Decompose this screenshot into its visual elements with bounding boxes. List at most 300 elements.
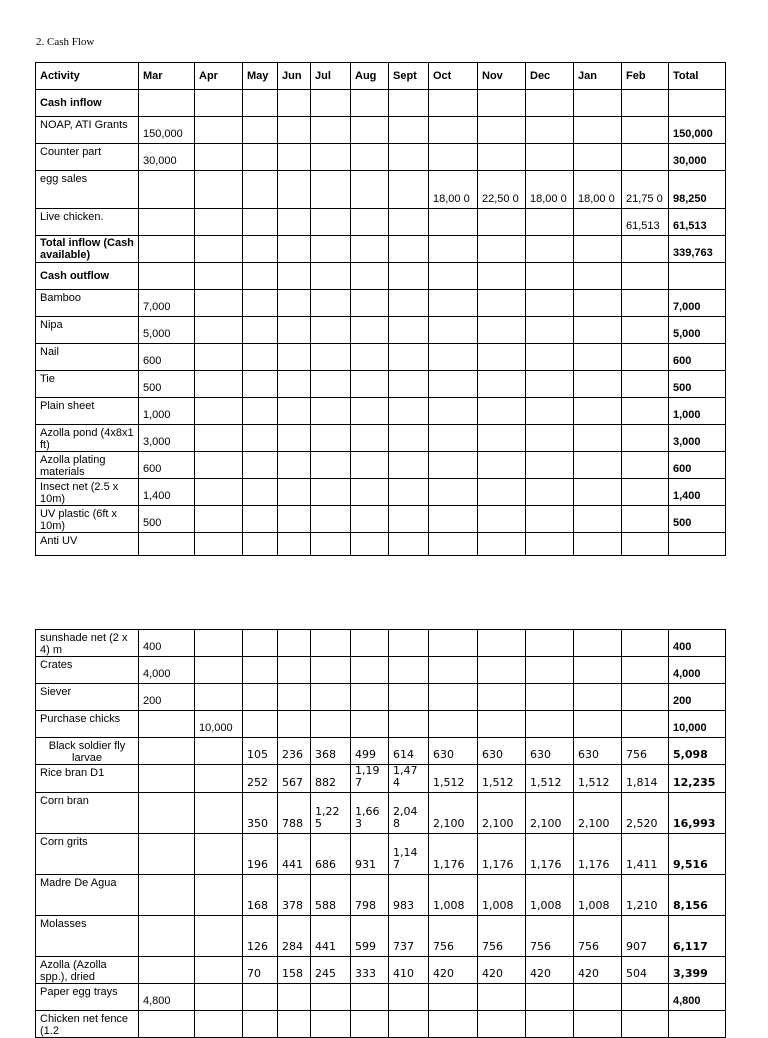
- table-row: [36, 916, 726, 957]
- value-cell: [574, 317, 622, 344]
- value-cell: [429, 90, 478, 117]
- value-cell: [351, 344, 389, 371]
- value-cell: [195, 236, 243, 263]
- value-cell: [311, 117, 351, 144]
- total-cell: 8,156: [669, 875, 726, 916]
- activity-cell: egg sales: [36, 171, 139, 209]
- total-cell: [669, 263, 726, 290]
- value-cell: 420: [478, 957, 526, 984]
- value-cell: 756: [574, 916, 622, 957]
- value-cell: [389, 290, 429, 317]
- value-cell: [351, 290, 389, 317]
- activity-cell: NOAP, ATI Grants: [36, 117, 139, 144]
- value-cell: [622, 290, 669, 317]
- value-cell: [389, 371, 429, 398]
- value-cell: [243, 90, 278, 117]
- value-cell: [351, 171, 389, 209]
- value-cell: 350: [243, 793, 278, 834]
- activity-cell: Madre De Agua: [36, 875, 139, 916]
- total-cell: 9,516: [669, 834, 726, 875]
- value-cell: [526, 533, 574, 556]
- value-cell: [478, 684, 526, 711]
- value-cell: 1,512: [574, 765, 622, 793]
- value-cell: [351, 452, 389, 479]
- value-cell: [243, 533, 278, 556]
- value-cell: [311, 263, 351, 290]
- value-cell: [574, 1011, 622, 1038]
- value-cell: [574, 263, 622, 290]
- value-cell: [195, 344, 243, 371]
- column-header: Mar: [139, 63, 195, 90]
- value-cell: 284: [278, 916, 311, 957]
- value-cell: [389, 1011, 429, 1038]
- value-cell: [139, 711, 195, 738]
- value-cell: [429, 506, 478, 533]
- value-cell: 1,008: [429, 875, 478, 916]
- value-cell: 983: [389, 875, 429, 916]
- value-cell: [278, 263, 311, 290]
- value-cell: [243, 425, 278, 452]
- value-cell: [478, 263, 526, 290]
- value-cell: [351, 711, 389, 738]
- activity-cell: Cash inflow: [36, 90, 139, 117]
- value-cell: [243, 1011, 278, 1038]
- value-cell: 567: [278, 765, 311, 793]
- cash-flow-table-part-2: [35, 629, 726, 1038]
- value-cell: 1,66 3: [351, 793, 389, 834]
- value-cell: 907: [622, 916, 669, 957]
- value-cell: 70: [243, 957, 278, 984]
- value-cell: [195, 916, 243, 957]
- total-cell: 30,000: [669, 144, 726, 171]
- value-cell: 1,176: [429, 834, 478, 875]
- total-cell: 98,250: [669, 171, 726, 209]
- value-cell: [243, 630, 278, 657]
- value-cell: [526, 371, 574, 398]
- table-row: [36, 263, 726, 290]
- value-cell: [311, 479, 351, 506]
- value-cell: [311, 398, 351, 425]
- value-cell: [278, 1011, 311, 1038]
- value-cell: [139, 1011, 195, 1038]
- value-cell: [195, 1011, 243, 1038]
- value-cell: 4,800: [139, 984, 195, 1011]
- value-cell: [195, 834, 243, 875]
- value-cell: [278, 317, 311, 344]
- value-cell: [429, 398, 478, 425]
- value-cell: [574, 371, 622, 398]
- value-cell: [278, 398, 311, 425]
- value-cell: [574, 711, 622, 738]
- value-cell: [195, 533, 243, 556]
- value-cell: [478, 344, 526, 371]
- value-cell: 22,50 0: [478, 171, 526, 209]
- value-cell: [526, 117, 574, 144]
- value-cell: 441: [278, 834, 311, 875]
- value-cell: 882: [311, 765, 351, 793]
- value-cell: [478, 144, 526, 171]
- table-row: [36, 765, 726, 793]
- value-cell: 5,000: [139, 317, 195, 344]
- value-cell: [243, 344, 278, 371]
- value-cell: [478, 1011, 526, 1038]
- value-cell: [622, 711, 669, 738]
- value-cell: 630: [429, 738, 478, 765]
- value-cell: 333: [351, 957, 389, 984]
- table-row: [36, 984, 726, 1011]
- value-cell: [311, 533, 351, 556]
- value-cell: [278, 209, 311, 236]
- value-cell: 599: [351, 916, 389, 957]
- value-cell: 3,000: [139, 425, 195, 452]
- total-cell: 150,000: [669, 117, 726, 144]
- total-cell: [669, 533, 726, 556]
- value-cell: [622, 533, 669, 556]
- value-cell: [429, 236, 478, 263]
- value-cell: [478, 209, 526, 236]
- value-cell: [389, 425, 429, 452]
- value-cell: [278, 711, 311, 738]
- table-row: [36, 344, 726, 371]
- value-cell: [195, 684, 243, 711]
- value-cell: [243, 657, 278, 684]
- value-cell: [278, 452, 311, 479]
- value-cell: [478, 425, 526, 452]
- value-cell: [243, 144, 278, 171]
- activity-cell: Insect net (2.5 x 10m): [36, 479, 139, 506]
- cash-flow-table-part-1: [35, 62, 726, 556]
- column-header: Dec: [526, 63, 574, 90]
- value-cell: [429, 657, 478, 684]
- value-cell: [526, 317, 574, 344]
- value-cell: [278, 290, 311, 317]
- header-row: [36, 63, 726, 90]
- table-row: [36, 452, 726, 479]
- value-cell: 1,176: [478, 834, 526, 875]
- value-cell: [389, 711, 429, 738]
- value-cell: [243, 117, 278, 144]
- value-cell: [195, 957, 243, 984]
- value-cell: 504: [622, 957, 669, 984]
- activity-cell: Counter part: [36, 144, 139, 171]
- total-cell: 4,000: [669, 657, 726, 684]
- value-cell: [351, 506, 389, 533]
- column-header: Apr: [195, 63, 243, 90]
- value-cell: 1,000: [139, 398, 195, 425]
- value-cell: [243, 263, 278, 290]
- value-cell: 252: [243, 765, 278, 793]
- column-header: Total: [669, 63, 726, 90]
- value-cell: 600: [139, 452, 195, 479]
- value-cell: [478, 371, 526, 398]
- value-cell: 686: [311, 834, 351, 875]
- value-cell: [311, 171, 351, 209]
- value-cell: [195, 371, 243, 398]
- activity-cell: Azolla plating materials: [36, 452, 139, 479]
- value-cell: [243, 209, 278, 236]
- value-cell: [622, 398, 669, 425]
- value-cell: 368: [311, 738, 351, 765]
- value-cell: [478, 533, 526, 556]
- value-cell: [622, 984, 669, 1011]
- activity-cell: Corn grits: [36, 834, 139, 875]
- value-cell: [574, 533, 622, 556]
- value-cell: 756: [478, 916, 526, 957]
- value-cell: [478, 984, 526, 1011]
- value-cell: [278, 117, 311, 144]
- value-cell: [311, 506, 351, 533]
- value-cell: [139, 765, 195, 793]
- value-cell: [574, 479, 622, 506]
- value-cell: [243, 290, 278, 317]
- table-row: [36, 657, 726, 684]
- value-cell: [526, 711, 574, 738]
- value-cell: [195, 506, 243, 533]
- value-cell: [278, 684, 311, 711]
- value-cell: 2,100: [429, 793, 478, 834]
- value-cell: [195, 630, 243, 657]
- value-cell: [429, 117, 478, 144]
- value-cell: [429, 344, 478, 371]
- value-cell: [195, 793, 243, 834]
- value-cell: [389, 984, 429, 1011]
- value-cell: [389, 452, 429, 479]
- total-cell: 400: [669, 630, 726, 657]
- value-cell: [195, 738, 243, 765]
- value-cell: [574, 630, 622, 657]
- column-header: Jan: [574, 63, 622, 90]
- activity-cell: Nail: [36, 344, 139, 371]
- value-cell: [139, 171, 195, 209]
- value-cell: [574, 117, 622, 144]
- value-cell: 500: [139, 371, 195, 398]
- value-cell: [351, 90, 389, 117]
- value-cell: [429, 209, 478, 236]
- value-cell: [139, 236, 195, 263]
- value-cell: [574, 425, 622, 452]
- value-cell: 756: [526, 916, 574, 957]
- value-cell: [622, 630, 669, 657]
- table-row: [36, 711, 726, 738]
- value-cell: 630: [526, 738, 574, 765]
- value-cell: 788: [278, 793, 311, 834]
- value-cell: 2,100: [574, 793, 622, 834]
- value-cell: [526, 1011, 574, 1038]
- table-row: [36, 317, 726, 344]
- value-cell: [351, 1011, 389, 1038]
- value-cell: [622, 425, 669, 452]
- value-cell: [574, 684, 622, 711]
- value-cell: [243, 371, 278, 398]
- table-row: [36, 236, 726, 263]
- value-cell: 1,814: [622, 765, 669, 793]
- value-cell: [311, 144, 351, 171]
- total-cell: 500: [669, 506, 726, 533]
- value-cell: [429, 290, 478, 317]
- value-cell: [351, 684, 389, 711]
- value-cell: [429, 533, 478, 556]
- value-cell: [243, 398, 278, 425]
- value-cell: [195, 209, 243, 236]
- value-cell: [429, 711, 478, 738]
- value-cell: [139, 834, 195, 875]
- value-cell: [622, 344, 669, 371]
- value-cell: [351, 657, 389, 684]
- value-cell: 61,513: [622, 209, 669, 236]
- value-cell: [278, 533, 311, 556]
- value-cell: [311, 684, 351, 711]
- activity-cell: Corn bran: [36, 793, 139, 834]
- value-cell: [478, 452, 526, 479]
- value-cell: 196: [243, 834, 278, 875]
- table-row: [36, 957, 726, 984]
- value-cell: [622, 452, 669, 479]
- value-cell: [311, 984, 351, 1011]
- total-cell: 339,763: [669, 236, 726, 263]
- value-cell: [351, 371, 389, 398]
- value-cell: [526, 479, 574, 506]
- value-cell: 1,512: [429, 765, 478, 793]
- value-cell: 1,400: [139, 479, 195, 506]
- value-cell: [278, 506, 311, 533]
- value-cell: [195, 263, 243, 290]
- value-cell: [574, 290, 622, 317]
- value-cell: [139, 263, 195, 290]
- value-cell: [574, 657, 622, 684]
- total-cell: 4,800: [669, 984, 726, 1011]
- value-cell: [311, 1011, 351, 1038]
- table-row: [36, 398, 726, 425]
- value-cell: [195, 765, 243, 793]
- value-cell: [429, 684, 478, 711]
- value-cell: [139, 875, 195, 916]
- value-cell: [311, 236, 351, 263]
- total-cell: [669, 90, 726, 117]
- value-cell: 1,176: [574, 834, 622, 875]
- value-cell: 2,100: [526, 793, 574, 834]
- value-cell: [478, 290, 526, 317]
- value-cell: 600: [139, 344, 195, 371]
- value-cell: [195, 398, 243, 425]
- value-cell: [389, 90, 429, 117]
- value-cell: 798: [351, 875, 389, 916]
- total-cell: 16,993: [669, 793, 726, 834]
- value-cell: [389, 657, 429, 684]
- column-header: Aug: [351, 63, 389, 90]
- table-row: [36, 875, 726, 916]
- value-cell: [311, 290, 351, 317]
- value-cell: [311, 425, 351, 452]
- value-cell: [195, 657, 243, 684]
- value-cell: 441: [311, 916, 351, 957]
- value-cell: [429, 630, 478, 657]
- value-cell: 1,19 7: [351, 765, 389, 793]
- value-cell: [243, 684, 278, 711]
- value-cell: [429, 479, 478, 506]
- value-cell: [195, 984, 243, 1011]
- value-cell: [278, 630, 311, 657]
- value-cell: [526, 657, 574, 684]
- activity-cell: Rice bran D1: [36, 765, 139, 793]
- table-row: [36, 209, 726, 236]
- column-header: Nov: [478, 63, 526, 90]
- activity-cell: Siever: [36, 684, 139, 711]
- value-cell: [195, 479, 243, 506]
- activity-cell: Plain sheet: [36, 398, 139, 425]
- value-cell: [526, 344, 574, 371]
- value-cell: 18,00 0: [526, 171, 574, 209]
- value-cell: [622, 684, 669, 711]
- value-cell: [478, 117, 526, 144]
- value-cell: [139, 90, 195, 117]
- total-cell: 12,235: [669, 765, 726, 793]
- value-cell: 4,000: [139, 657, 195, 684]
- value-cell: 1,008: [526, 875, 574, 916]
- value-cell: [351, 630, 389, 657]
- column-header: Activity: [36, 63, 139, 90]
- value-cell: 7,000: [139, 290, 195, 317]
- value-cell: 588: [311, 875, 351, 916]
- value-cell: 158: [278, 957, 311, 984]
- table-row: [36, 117, 726, 144]
- value-cell: [622, 371, 669, 398]
- total-cell: 1,000: [669, 398, 726, 425]
- value-cell: 500: [139, 506, 195, 533]
- value-cell: [311, 90, 351, 117]
- value-cell: [389, 479, 429, 506]
- value-cell: 236: [278, 738, 311, 765]
- value-cell: [574, 209, 622, 236]
- value-cell: [526, 452, 574, 479]
- value-cell: [389, 209, 429, 236]
- value-cell: [311, 657, 351, 684]
- value-cell: [311, 630, 351, 657]
- value-cell: [574, 236, 622, 263]
- value-cell: [195, 171, 243, 209]
- value-cell: [429, 452, 478, 479]
- value-cell: [429, 1011, 478, 1038]
- value-cell: [389, 171, 429, 209]
- value-cell: 2,520: [622, 793, 669, 834]
- value-cell: [351, 317, 389, 344]
- table-row: [36, 290, 726, 317]
- value-cell: [389, 506, 429, 533]
- value-cell: [311, 452, 351, 479]
- value-cell: [195, 452, 243, 479]
- value-cell: [526, 398, 574, 425]
- value-cell: 630: [574, 738, 622, 765]
- value-cell: [429, 984, 478, 1011]
- value-cell: [139, 957, 195, 984]
- value-cell: [526, 630, 574, 657]
- value-cell: [389, 117, 429, 144]
- value-cell: [351, 209, 389, 236]
- value-cell: 1,008: [478, 875, 526, 916]
- total-cell: 6,117: [669, 916, 726, 957]
- value-cell: 420: [526, 957, 574, 984]
- value-cell: [389, 144, 429, 171]
- value-cell: [278, 657, 311, 684]
- value-cell: [139, 793, 195, 834]
- value-cell: [622, 236, 669, 263]
- value-cell: [574, 144, 622, 171]
- value-cell: [195, 425, 243, 452]
- table-row: [36, 90, 726, 117]
- value-cell: [311, 317, 351, 344]
- value-cell: [478, 657, 526, 684]
- value-cell: [429, 425, 478, 452]
- table-row: [36, 479, 726, 506]
